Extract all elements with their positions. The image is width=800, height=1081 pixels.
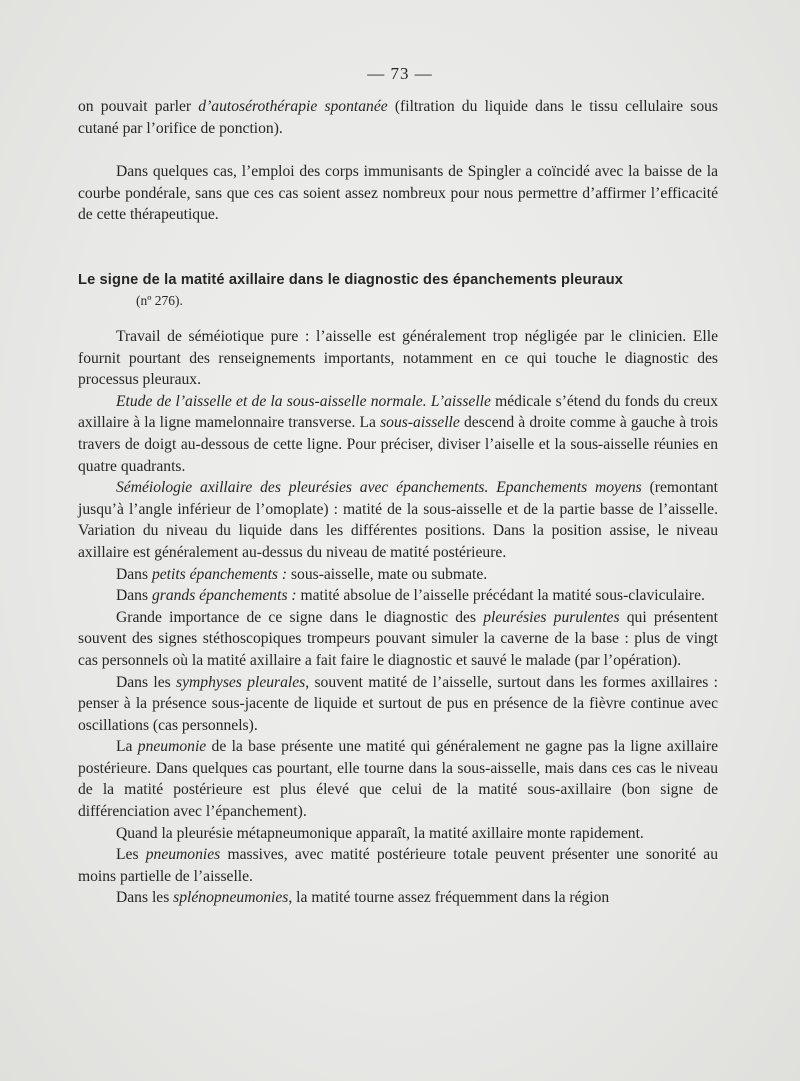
section-body <box>78 326 718 909</box>
p-text: Grande importance de ce signe dans le diagnostic des <box>116 608 484 626</box>
section-heading-block <box>78 270 718 310</box>
p-text: matité absolue de l’aisselle précédant la matité sous-claviculaire. <box>296 587 705 605</box>
p-text: massives, avec matité postérieure totale peuvent présenter une sonorité au moins partielle de l’aisselle. <box>78 846 718 885</box>
section-heading: Le signe de la matité axillaire dans le diagnostic des épanchements pleuraux <box>78 272 624 288</box>
italic-term: pleurésies purulentes <box>483 608 620 626</box>
p-text: descend à droite comme à gauche à trois travers de doigt au-dessous de cette ligne. Pour préciser, diviser l’aiselle et la sous-aisselle réunies en quatre quadrants. <box>78 414 718 475</box>
italic-term: sous-aisselle <box>380 414 460 432</box>
body-paragraph-9: Quand la pleurésie métapneumonique apparaît, la matité axillaire monte rapidement. <box>116 824 644 842</box>
p-text: Dans quelques cas, l’emploi des corps immunisants de Spingler a coïncidé avec la baisse de la courbe pondérale, sans que ces cas soient assez nombreux pour nous permettre d’affirmer l’efficacité de cette thérapeutique. <box>78 163 718 224</box>
body-paragraph-6 <box>78 607 718 672</box>
p-text: médicale s’étend du fonds du creux axillaire à la ligne mamelonnaire transverse. La <box>78 392 719 432</box>
italic-term: pneumonies <box>145 846 221 864</box>
italic-term: grands épanchements : <box>151 587 297 605</box>
p-text: Les <box>116 846 146 864</box>
p-text: (filtration du liquide dans le tissu cellulaire sous cutané par l’orifice de ponction). <box>78 98 718 137</box>
p-text: qui présentent souvent des signes stéthoscopiques trompeurs pouvant simuler la caverne de la base : plus de vingt cas personnels où la matité axillaire a fait faire le diagnostic et sauvé le malade (par l’opération). <box>78 608 718 669</box>
italic-term: Etude de l’aisselle et de la sous-aisselle normale. <box>116 392 427 410</box>
intro-paragraph-2 <box>78 161 718 226</box>
p-text: sous-aisselle, mate ou submate. <box>287 565 488 583</box>
p-text: La <box>116 738 138 756</box>
body-paragraph-11 <box>78 887 718 909</box>
body-paragraph-5 <box>78 585 718 607</box>
p-text: Dans <box>116 587 152 605</box>
body-paragraph-7 <box>78 672 718 737</box>
p-text: Dans les <box>116 889 174 907</box>
p-text: Dans <box>116 565 152 583</box>
p-text: on pouvait parler <box>78 98 199 115</box>
p-text: de la base présente une matité qui généralement ne gagne pas la ligne axillaire postérieure. Dans quelques cas pourtant, elle tourne dans la sous-aisselle, mais dans ces cas le niveau de la matité postérieure est plus élevé que celui de la matité sous-axillaire (bon signe de différenciation avec l’épanchement). <box>78 738 718 821</box>
intro-paragraph-1 <box>78 96 718 139</box>
body-paragraph-8 <box>78 736 718 822</box>
italic-term: L’aisselle <box>430 392 491 410</box>
p-text: , la matité tourne assez fréquemment dans la région <box>288 889 610 907</box>
italic-term: petits épanchements : <box>151 565 288 583</box>
section-reference: (nº 276). <box>136 293 183 308</box>
body-paragraph-4 <box>78 564 718 586</box>
italic-term: Séméiologie axillaire des pleurésies avec épanchements. Epanchements moyens <box>116 479 642 497</box>
italic-term: splénopneumonies <box>173 889 289 907</box>
italic-term: pneumonie <box>137 738 207 756</box>
italic-term: d’autosérothérapie spontanée <box>198 98 388 115</box>
p-text: Dans les <box>116 673 177 691</box>
body-paragraph-10 <box>78 844 718 887</box>
italic-term: symphyses pleurales <box>176 673 306 691</box>
p-text: (remontant jusqu’à l’angle inférieur de l’omoplate) : matité de la sous-aisselle et de la partie basse de l’aisselle. Variation du niveau du liquide dans les différentes positions. Dans la position assise, le niveau axillaire est généralement au-dessus du niveau de matité postérieure. <box>78 479 719 561</box>
body-paragraph-2 <box>78 391 718 477</box>
body-paragraph-1: Travail de séméiotique pure : l’aisselle est généralement trop négligée par le clinicien. Elle fournit pourtant des renseignements importants, notamment en ce qui touche le diagnostic des processus pleuraux. <box>78 328 718 389</box>
page-number: — 73 — <box>367 64 433 83</box>
body-paragraph-3 <box>78 477 718 563</box>
p-text: , souvent matité de l’aisselle, surtout dans les formes axillaires : penser à la présence sous-jacente de liquide et surtout de pus en présence de la fièvre continue avec oscillations (cas personnels). <box>78 673 718 734</box>
